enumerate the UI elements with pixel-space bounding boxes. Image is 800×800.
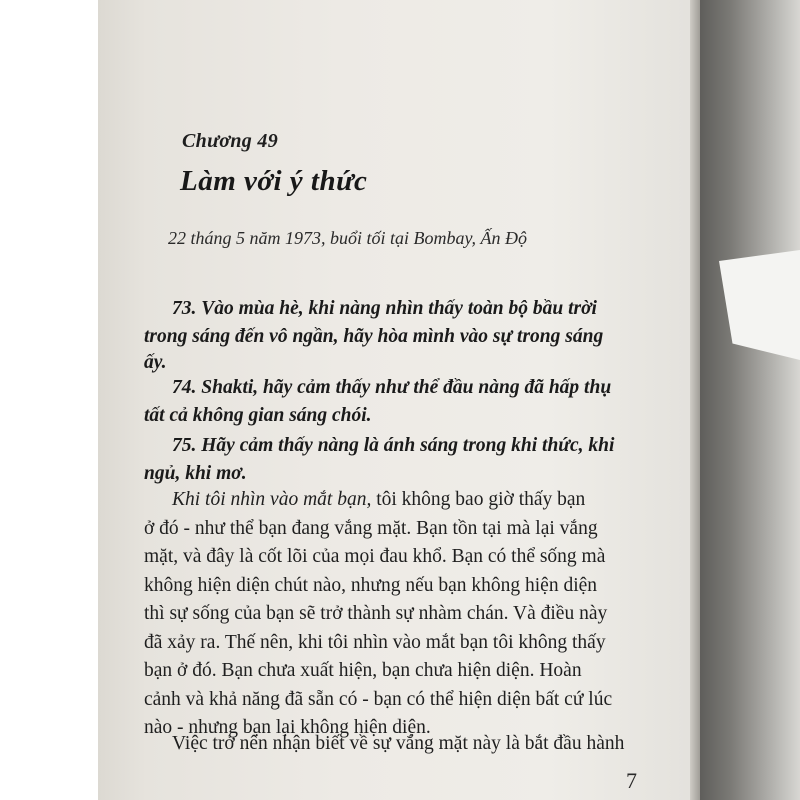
sutra-line: trong sáng đến vô ngần, hãy hòa mình vào sự trong sáng [144,326,604,347]
background-surface [700,0,800,800]
paragraph-line: không hiện diện chút nào, nhưng nếu bạn không hiện diện [144,574,598,596]
sutra-line: 75. Hãy cảm thấy nàng là ánh sáng trong khi thức, khi [172,435,615,456]
chapter-date: 22 tháng 5 năm 1973, buổi tối tại Bombay, Ấn Độ [168,228,527,248]
sutra-line: 73. Vào mùa hè, khi nàng nhìn thấy toàn bộ bầu trời [172,298,597,319]
paragraph-line: bạn ở đó. Bạn chưa xuất hiện, bạn chưa hiện diện. Hoàn [144,660,582,681]
paragraph-line: đã xảy ra. Thế nên, khi tôi nhìn vào mắt bạn tôi không thấy [144,631,606,653]
chapter-number: Chương 49 [182,130,279,152]
chapter-title: Làm với ý thức [180,165,368,197]
paragraph-line [172,486,585,515]
sutra-line: 74. Shakti, hãy cảm thấy như thể đầu nàng đã hấp thụ [172,377,612,398]
paragraph-line: thì sự sống của bạn sẽ trở thành sự nhàm chán. Và điều này [144,603,608,624]
lead-rest: tôi không bao giờ thấy bạn [371,489,586,510]
paragraph-line: cảnh và khả năng đã sẵn có - bạn có thể hiện diện bất cứ lúc [144,688,613,710]
paragraph-line: mặt, và đây là cốt lõi của mọi đau khổ. Bạn có thể sống mà [144,546,606,567]
italic-lead: Khi tôi nhìn vào mắt bạn, [172,489,372,510]
paragraph-line: nào - nhưng bạn lại không hiện diện. [144,717,431,738]
paragraph-line: Việc trở nên nhận biết về sự vắng mặt này là bắt đầu hành [172,733,625,754]
sutra-line: ấy. [144,352,167,373]
page-number: 7 [626,768,637,793]
sutra-line: ngủ, khi mơ. [144,463,247,484]
paragraph-line: ở đó - như thể bạn đang vắng mặt. Bạn tồn tại mà lại vắng [144,517,598,539]
sutra-line: tất cả không gian sáng chói. [144,405,372,426]
